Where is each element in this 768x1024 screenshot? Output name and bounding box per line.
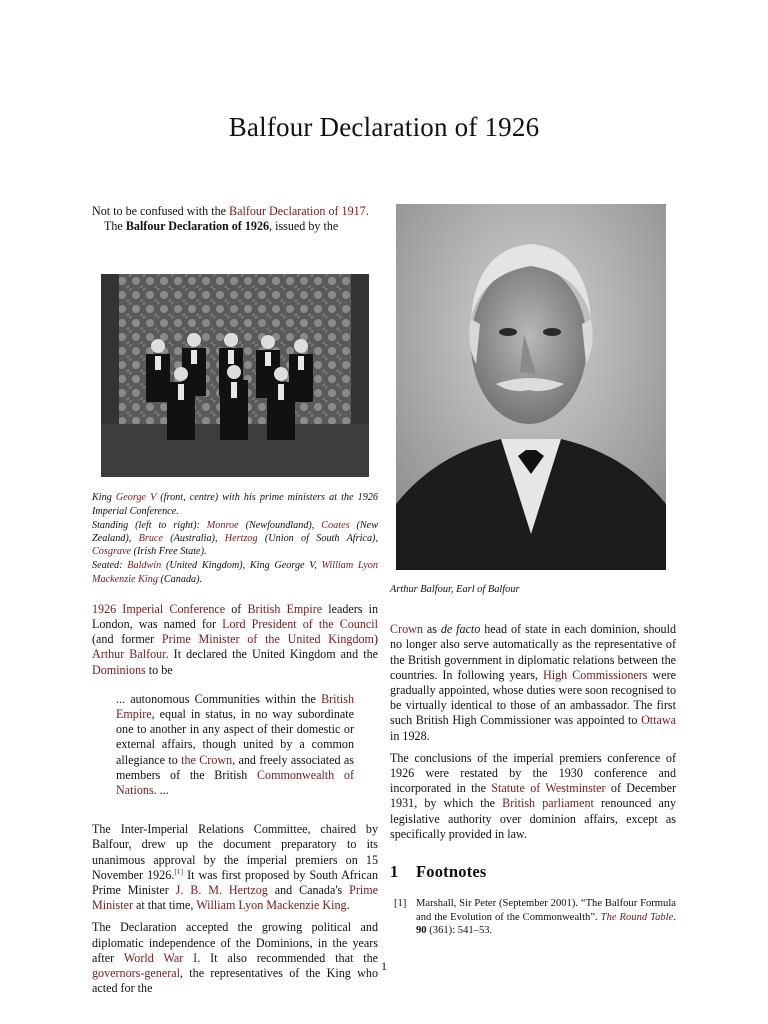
link-1926-imperial-conference[interactable]: 1926 Imperial Conference: [92, 601, 226, 616]
link-mackenzie-king[interactable]: William Lyon Mackenzie King: [196, 898, 347, 913]
link-world-war-i[interactable]: World War I: [123, 950, 198, 965]
hatnote: Not to be confused with the Balfour Declaration of 1917.: [92, 204, 369, 218]
link-high-commissioners[interactable]: High Commissioners: [543, 667, 648, 682]
link-monroe[interactable]: Monroe: [206, 519, 239, 531]
portrait-caption: Arthur Balfour, Earl of Balfour: [390, 584, 520, 595]
link-cosgrave[interactable]: Cosgrave: [92, 546, 132, 558]
link-ottawa[interactable]: Ottawa: [641, 713, 676, 728]
link-mackenzie-king-caption[interactable]: William Lyon Mackenzie King: [92, 560, 378, 585]
conference-photo-drawing: [101, 274, 369, 477]
intro-paragraph: The Balfour Declaration of 1926, issued by the: [104, 219, 339, 234]
link-crown[interactable]: Crown: [390, 622, 423, 637]
link-bruce[interactable]: Bruce: [138, 533, 163, 545]
figure-caption-line-1: King George V (front, centre) with his prime ministers at the 1926 Imperial Conference.: [92, 492, 378, 517]
citation-1[interactable]: [1]: [174, 866, 184, 876]
link-arthur-balfour[interactable]: Arthur Balfour: [92, 647, 166, 662]
link-george-v[interactable]: George V: [115, 492, 157, 504]
footnote-label: [1]: [394, 898, 407, 910]
link-statute-of-westminster[interactable]: Statute of Westminster: [491, 781, 606, 796]
paragraph-5: The conclusions of the imperial premiers conference of 1926 were restated by the 1930 conference and incorporated in the Statute of Westminster of December 1931, by which the British parliament renounced any legislative authority over dominion affairs, except as specifically provided in law.: [390, 750, 676, 841]
link-lord-president[interactable]: Lord President of the Council: [222, 617, 378, 632]
figure-caption-line-3: Seated: Baldwin (United Kingdom), King George V, William Lyon Mackenzie King (Canada).: [92, 560, 378, 585]
link-british-parliament[interactable]: British parliament: [502, 796, 594, 811]
link-british-empire-quote[interactable]: British Empire: [116, 691, 354, 722]
left-column: [92, 204, 378, 1004]
paragraph-3: The Declaration accepted the growing political and diplomatic independence of the Dominions, in the years after World War I. It also recommended that the governors-general, the representatives of the King who acted for the: [92, 920, 378, 996]
page-number: 1: [381, 961, 387, 973]
link-coates[interactable]: Coates: [321, 519, 350, 531]
link-british-empire[interactable]: British Empire: [247, 601, 323, 616]
declaration-quote: ... autonomous Communities within the British Empire, equal in status, in no way subordinate one to another in any aspect of their domestic or external affairs, though united by a common allegiance to the Crown, and freely associated as members of the British Commonwealth of Nations. ...: [116, 691, 354, 798]
figure-caption-line-2: Standing (left to right): Monroe (Newfoundland), Coates (New Zealand), Bruce (Australia), Hertzog (Union of South Africa), Cosgrave (Irish Free State).: [92, 519, 378, 558]
link-jbm-hertzog[interactable]: J. B. M. Hertzog: [175, 883, 268, 898]
link-the-crown[interactable]: the Crown: [181, 752, 233, 767]
link-prime-minister-uk[interactable]: Prime Minister of the United Kingdom: [161, 632, 374, 647]
link-hertzog[interactable]: Hertzog: [224, 533, 258, 545]
link-dominions[interactable]: Dominions: [92, 662, 146, 677]
link-balfour-declaration-1917[interactable]: Balfour Declaration of 1917: [229, 204, 366, 218]
link-prime-minister[interactable]: Prime Minister: [92, 883, 378, 913]
balfour-portrait: [396, 204, 666, 570]
link-commonwealth-of-nations[interactable]: Commonwealth of Nations: [116, 767, 354, 798]
link-governors-general[interactable]: governors-general: [92, 966, 180, 981]
section-heading-footnotes: 1 Footnotes: [390, 862, 487, 882]
footnote-1: [1] Marshall, Sir Peter (September 2001). “The Balfour Formula and the Evolution of the Commonwealth”. The Round Table. 90 (361): 541–53.: [394, 898, 676, 937]
balfour-portrait-drawing: [396, 204, 666, 570]
article-subject: Balfour Declaration of 1926: [125, 219, 270, 234]
paragraph-2: The Inter-Imperial Relations Committee, chaired by Balfour, drew up the document preparatory to its unanimous approval by the imperial premiers on 15 November 1926.[1] It was first proposed by South African Prime Minister J. B. M. Hertzog and Canada's Prime Minister at that time, William Lyon Mackenzie King.: [92, 822, 379, 913]
paragraph-1: 1926 Imperial Conference of British Empire leaders in London, was named for Lord President of the Council (and former Prime Minister of the United Kingdom) Arthur Balfour. It declared the United Kingdom and the Dominions to be: [92, 601, 379, 677]
link-baldwin[interactable]: Baldwin: [127, 560, 162, 572]
conference-photo: [101, 274, 369, 477]
right-column: [390, 204, 676, 938]
link-the-round-table[interactable]: The Round Table: [600, 911, 674, 923]
paragraph-4: Crown as de facto head of state in each dominion, should no longer also serve automatically as the representative of the British government in diplomatic relations between the countries. In following years, High Commissioners were gradually appointed, whose duties were soon recognised to be virtually identical to those of an ambassador. The first such British High Commissioner was appointed to Ottawa in 1928.: [390, 622, 676, 743]
page-title: Balfour Declaration of 1926: [228, 112, 540, 142]
